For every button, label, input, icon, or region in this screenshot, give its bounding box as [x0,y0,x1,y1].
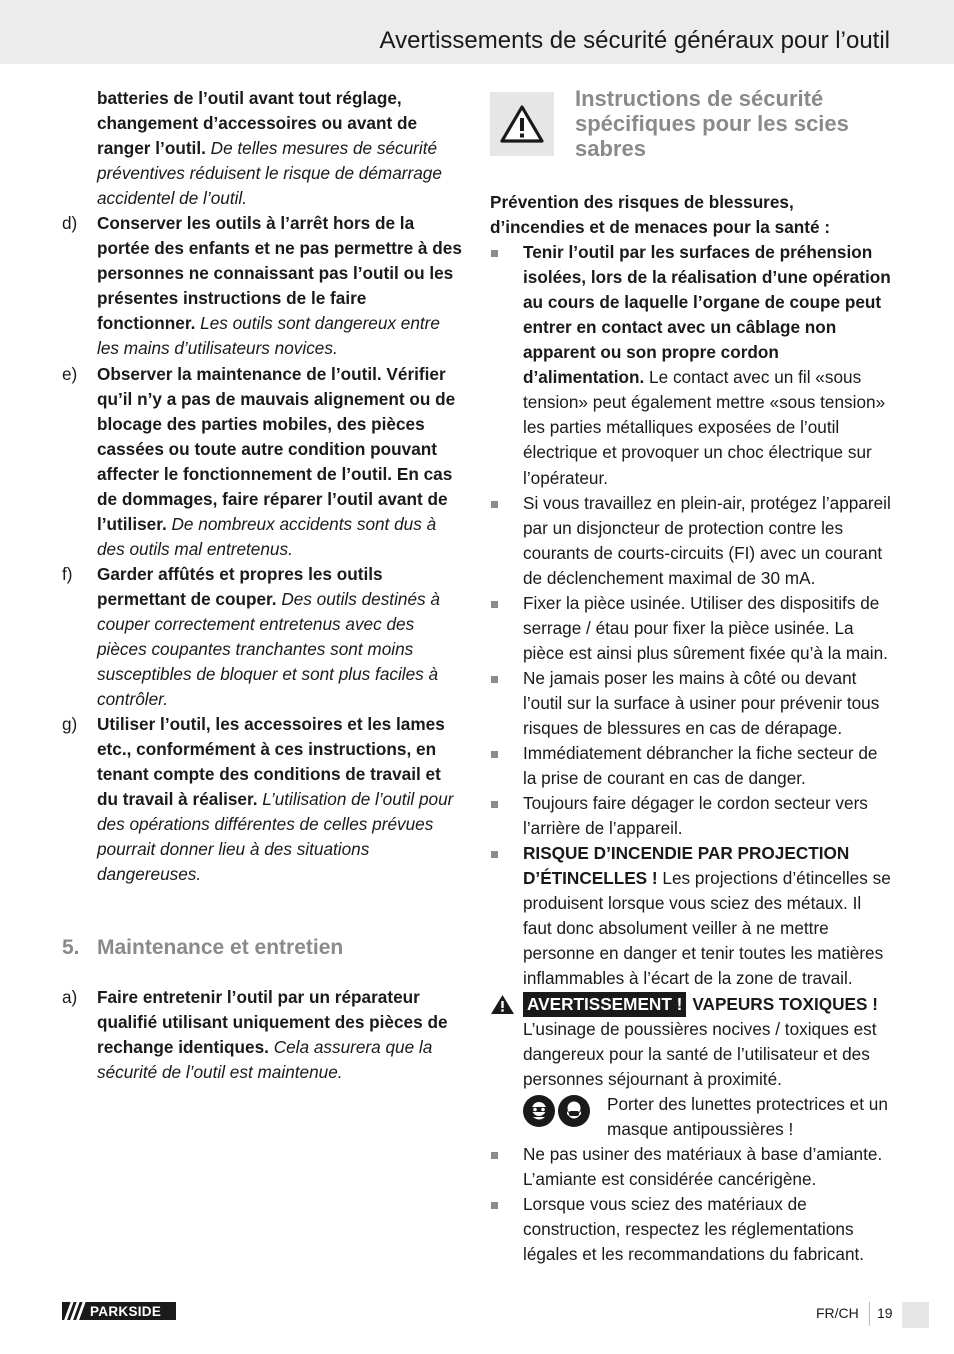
item-label: g) [62,714,78,735]
list-item [490,666,892,741]
bullet-square-icon [490,666,523,741]
page-number: 19 [877,1305,893,1321]
list-item-g [62,712,466,887]
bullet-square-icon [490,841,523,991]
item-label: d) [62,213,78,234]
section-title: Maintenance et entretien [97,935,344,959]
bullet-square-icon [490,591,523,666]
list-item [490,240,892,490]
warning-line [490,992,892,1017]
bullet-text: Les projections d’étincelles se produisent lorsque vous sciez des métaux. Il faut donc absolument veiller à ne mettre personne en danger et tenir toutes les matières inflammables à l’écart de la zone de travail. [523,868,891,989]
bullet-bold: Tenir l’outil par les surfaces de préhension isolées, lors de la réalisation d’une opération au cours de laquelle l’organe de coupe peut entrer en contact avec un câblage non apparent ou son propre cordon d’alimentation. [523,242,891,388]
footer-tab [902,1302,929,1328]
list-item [490,1192,892,1267]
item-italic: Cela assurera que la sécurité de l’outil est maintenue. [97,1036,433,1082]
bullet-square-icon [490,1192,523,1267]
item-italic: Les outils sont dangereux entre les mains d’utilisateurs novices. [97,313,440,359]
item-bold: Conserver les outils à l’arrêt hors de la portée des enfants et ne pas permettre à des personnes ne connaissant pas l’outil ou les présentes instructions de le faire fonctionner. [97,213,462,334]
safety-goggles-icon [523,1095,555,1127]
list-item [490,791,892,841]
list-item-a [62,985,466,1085]
item-label: a) [62,986,78,1007]
footer-divider [869,1302,870,1326]
item-italic: Des outils destinés à couper correctement entretenus avec des pièces coupantes tranchantes sont moins susceptibles de bloquer et sont plus faciles à contrôler. [97,588,440,710]
parkside-logo [62,1302,176,1320]
bullet-square-icon [490,741,523,791]
page-header [0,0,954,64]
bullet-text: Si vous travaillez en plein-air, protégez l’appareil par un disjoncteur de protection contre les courants de courts-circuits (FI) avec un courant de déclenchement maximal de 30 mA. [523,492,891,588]
item-italic: L’utilisation de l’outil pour des opérations différentes de celles prévues pourrait donner lieu à des situations dangereuses. [97,789,454,885]
intro-bold: batteries de l’outil avant tout réglage, changement d’accessoires ou avant de ranger l’outil. [97,88,417,159]
bullet-square-icon [490,791,523,841]
list-item-d [62,211,466,361]
warning-triangle-icon [490,92,554,156]
bullet-text: Toujours faire dégager le cordon secteur vers l’arrière de l’appareil. [523,793,868,839]
logo-text: PARKSIDE [90,1303,162,1319]
list-item [490,491,892,591]
warning-badge: AVERTISSEMENT ! [523,992,686,1017]
section-5-heading [62,935,466,961]
bullet-text: Ne jamais poser les mains à côté ou devant l’outil sur la surface à usiner pour prévenir tous risques de blessures en cas de dérapage. [523,667,880,738]
list-item [490,741,892,791]
bullet-text: Fixer la pièce usinée. Utiliser des dispositifs de serrage / étau pour fixer la pièce usinée. La pièce est ainsi plus sûrement fixée qu’à la main. [523,592,888,663]
logo-stripes [62,1302,88,1320]
ppe-row [523,1092,892,1142]
item-bold: Faire entretenir l’outil par un réparateur qualifié utilisant uniquement des pièces de rechange identiques. [97,986,448,1057]
warning-paragraph [490,1017,892,1092]
ppe-text: Porter des lunettes protectrices et un masque antipoussières ! [607,1093,888,1139]
bullet-text: Immédiatement débrancher la fiche secteur de la prise de courant en cas de danger. [523,743,878,789]
section-heading: Instructions de sécurité spécifiques pour les scies sabres [575,86,849,161]
warning-title: VAPEURS TOXIQUES ! [692,993,878,1014]
bullet-bold: RISQUE D’INCENDIE PAR PROJECTION D’ÉTINCELLES ! [523,843,850,889]
item-label: f) [62,563,73,584]
bullet-text: Ne pas usiner des matériaux à base d’amiante. L’amiante est considérée cancérigène. [523,1143,883,1189]
list-item-f [62,562,466,712]
left-column [62,86,466,1085]
intro-paragraph [62,86,466,211]
item-label: e) [62,363,78,384]
bullet-text: Lorsque vous sciez des matériaux de construction, respectez les réglementations légales et les recommandations du fabricant. [523,1193,865,1264]
page-title: Avertissements de sécurité généraux pour l’outil [379,27,890,54]
bullet-square-icon [490,491,523,591]
list-item [490,1142,892,1192]
right-column [490,86,892,1267]
warning-text: L’usinage de poussières nocives / toxiques est dangereux pour la santé de l’utilisateur et des personnes séjournant à proximité. [523,1018,877,1089]
warning-triangle-icon [490,994,515,1015]
language-code: FR/CH [816,1305,859,1321]
list-item [490,841,892,991]
item-bold: Observer la maintenance de l’outil. Vérifier qu’il n’y a pas de mauvais alignement ou de blocage des parties mobiles, des pièces cassées ou toute autre condition pouvant affecter le fonctionnement de l’outil. En cas de dommages, faire réparer l’outil avant de l’utiliser. [97,363,456,534]
bullet-square-icon [490,240,523,490]
bullet-text: Le contact avec un fil «sous tension» peut également mettre «sous tension» les parties métalliques exposées de l’outil électrique et provoquer un choc électrique sur l’opérateur. [523,367,886,488]
item-bold: Utiliser l’outil, les accessoires et les lames etc., conformément à ces instructions, en tenant compte des conditions de travail et du travail à réaliser. [97,714,445,810]
bullet-square-icon [490,1142,523,1192]
dust-mask-icon [558,1095,590,1127]
ppe-icons [523,1092,607,1142]
subheading: Prévention des risques de blessures, d’incendies et de menaces pour la santé : [490,192,831,238]
item-italic: De nombreux accidents sont dus à des outils mal entretenus. [97,513,437,559]
list-item [490,591,892,666]
intro-italic: De telles mesures de sécurité préventives réduisent le risque de démarrage accidentel de l’outil. [97,138,442,209]
section-number: 5. [62,935,80,959]
list-item-e [62,362,466,562]
item-bold: Garder affûtés et propres les outils permettant de couper. [97,563,383,609]
section-heading-block [490,86,892,161]
